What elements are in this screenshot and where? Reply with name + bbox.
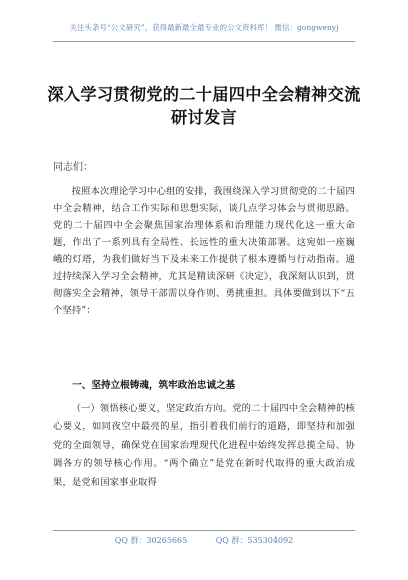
section-heading-1: 一、坚持立根铸魂，筑牢政治忠诚之基 [72, 380, 236, 391]
footer-divider [53, 530, 355, 531]
header-divider [53, 41, 355, 42]
header-promo-text: 关注头条号“公文研究”，获得最新最全最专业的公文资料库！ 微信：gongwenyj [69, 23, 339, 32]
footer-qq-group-1: QQ 群：30265665 [114, 536, 188, 545]
intro-paragraph: 按照本次理论学习中心组的安排，我围绕深入学习贯彻党的二十届四中全会精神，结合工作实际和思想实际，谈几点学习体会与贯彻思路。党的二十届四中全会聚焦国家治理体系和治理能力现代化这一重大命题，作出了一系列具有全局性、长远性的重大决策部署。这宛如一座巍峨的灯塔，为我们做好当下及未来工作提供了根本遵循与行动指南。通过持续深入学习全会精神，尤其是精读深研《决定》，我深刻认识到，贯彻落实全会精神，领导干部需以身作则、勇挑重担。具体要做到以下“五个坚持”： [53, 186, 356, 317]
greeting: 同志们： [53, 162, 93, 173]
footer [0, 535, 408, 546]
footer-qq-group-2: QQ 群：535304092 [215, 536, 294, 545]
section-1-paragraph: （一）领悟核心要义，坚定政治方向。党的二十届四中全会精神的核心要义，如同夜空中最亮的星，指引着我们前行的道路，即坚持和加强党的全面领导，确保党在国家治理现代化进程中始终发挥总揽全局、协调各方的领导核心作用。“两个确立”是党在新时代取得的重大政治成果，是党和国家事业取得 [53, 403, 356, 488]
document-title: 深入学习贯彻党的二十届四中全会精神交流研讨发言 [47, 85, 361, 127]
